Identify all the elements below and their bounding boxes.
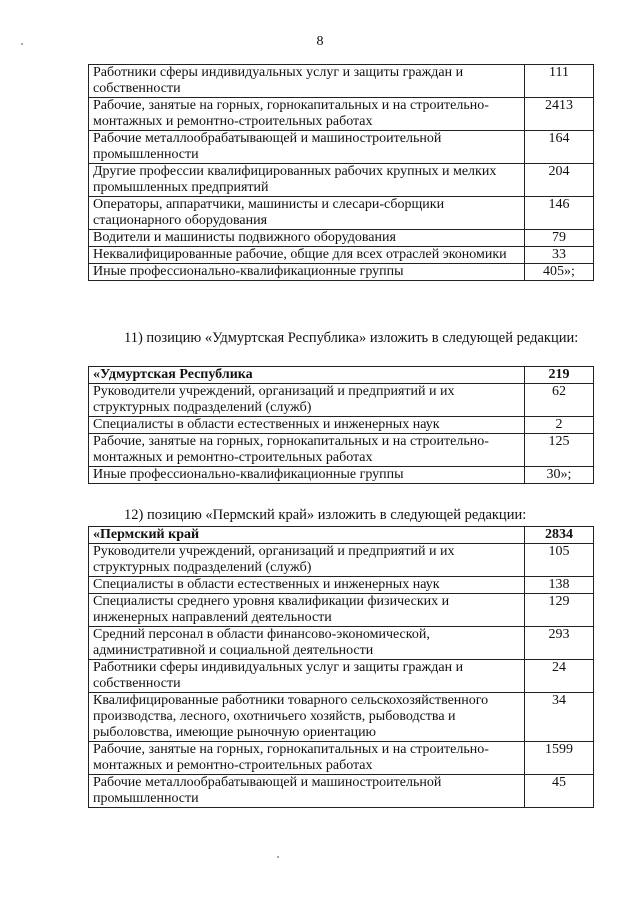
table-row — [89, 131, 594, 164]
occupation-label: Руководители учреждений, организаций и предприятий и их структурных подразделений (служб) — [89, 544, 525, 577]
occupation-label: Рабочие, занятые на горных, горнокапитальных и на строительно-монтажных и ремонтно-строительных работах — [89, 98, 525, 131]
occupation-label: Рабочие, занятые на горных, горнокапитальных и на строительно-монтажных и ремонтно-строительных работах — [89, 742, 525, 775]
occupation-value: 125 — [525, 434, 594, 467]
occupation-value: 45 — [525, 775, 594, 808]
occupation-label: Рабочие, занятые на горных, горнокапитальных и на строительно-монтажных и ремонтно-строительных работах — [89, 434, 525, 467]
table-row — [89, 660, 594, 693]
amendment-paragraph-12 — [88, 507, 593, 524]
table-row — [89, 594, 594, 627]
table-row — [89, 230, 594, 247]
occupation-label: Иные профессионально-квалификационные группы — [89, 264, 525, 281]
occupation-value: 30»; — [525, 467, 594, 484]
region-name: «Удмуртская Республика — [89, 367, 525, 384]
occupation-label: Водители и машинисты подвижного оборудования — [89, 230, 525, 247]
occupation-label: Руководители учреждений, организаций и предприятий и их структурных подразделений (служб) — [89, 384, 525, 417]
table-header-row — [89, 527, 594, 544]
perm-krai-table — [88, 526, 594, 808]
table-row — [89, 247, 594, 264]
occupation-label: Неквалифицированные рабочие, общие для всех отраслей экономики — [89, 247, 525, 264]
occupation-label: Специалисты в области естественных и инженерных наук — [89, 577, 525, 594]
occupation-value: 105 — [525, 544, 594, 577]
occupation-label: Работники сферы индивидуальных услуг и защиты граждан и собственности — [89, 660, 525, 693]
occupation-value: 204 — [525, 164, 594, 197]
table-row — [89, 417, 594, 434]
region-total: 219 — [525, 367, 594, 384]
table-row — [89, 577, 594, 594]
occupation-value: 79 — [525, 230, 594, 247]
occupation-label: Работники сферы индивидуальных услуг и защиты граждан и собственности — [89, 65, 525, 98]
table-row — [89, 434, 594, 467]
occupation-value: 2413 — [525, 98, 594, 131]
table-row — [89, 65, 594, 98]
scan-speck — [21, 43, 23, 45]
table-row — [89, 775, 594, 808]
region-total: 2834 — [525, 527, 594, 544]
occupation-value: 62 — [525, 384, 594, 417]
occupation-value: 111 — [525, 65, 594, 98]
occupation-label: Иные профессионально-квалификационные группы — [89, 467, 525, 484]
occupation-value: 2 — [525, 417, 594, 434]
table-row — [89, 693, 594, 742]
table-row — [89, 467, 594, 484]
table-row — [89, 544, 594, 577]
occupation-value: 405»; — [525, 264, 594, 281]
occupation-label: Специалисты среднего уровня квалификации физических и инженерных направлений деятельности — [89, 594, 525, 627]
occupation-label: Средний персонал в области финансово-экономической, административной и социальной деятельности — [89, 627, 525, 660]
occupation-value: 138 — [525, 577, 594, 594]
table-row — [89, 164, 594, 197]
amendment-paragraph-11 — [88, 330, 593, 347]
occupation-label: Специалисты в области естественных и инженерных наук — [89, 417, 525, 434]
udmurt-republic-table — [88, 366, 594, 484]
table-row — [89, 384, 594, 417]
table-row — [89, 98, 594, 131]
table-header-row — [89, 367, 594, 384]
occupation-label: Квалифицированные работники товарного сельскохозяйственного производства, лесного, охотничьего хозяйств, рыбоводства и рыболовства, имеющие рыночную ориентацию — [89, 693, 525, 742]
table-row — [89, 742, 594, 775]
paragraph-text: 12) позицию «Пермский край» изложить в следующей редакции: — [124, 507, 527, 523]
scan-speck — [277, 856, 279, 858]
occupation-value: 24 — [525, 660, 594, 693]
occupation-label: Другие профессии квалифицированных рабочих крупных и мелких промышленных предприятий — [89, 164, 525, 197]
region-name: «Пермский край — [89, 527, 525, 544]
occupation-value: 146 — [525, 197, 594, 230]
table-row — [89, 264, 594, 281]
page-number: 8 — [316, 34, 324, 49]
table-row — [89, 627, 594, 660]
occupation-value: 129 — [525, 594, 594, 627]
occupation-value: 1599 — [525, 742, 594, 775]
occupation-value: 34 — [525, 693, 594, 742]
occupation-label: Операторы, аппаратчики, машинисты и слесари-сборщики стационарного оборудования — [89, 197, 525, 230]
occupation-label: Рабочие металлообрабатывающей и машиностроительной промышленности — [89, 131, 525, 164]
table-row — [89, 197, 594, 230]
occupation-value: 33 — [525, 247, 594, 264]
occupation-table-previous-region — [88, 64, 594, 281]
occupation-label: Рабочие металлообрабатывающей и машиностроительной промышленности — [89, 775, 525, 808]
occupation-value: 293 — [525, 627, 594, 660]
paragraph-text: 11) позицию «Удмуртская Республика» изложить в следующей редакции: — [124, 330, 579, 346]
occupation-value: 164 — [525, 131, 594, 164]
